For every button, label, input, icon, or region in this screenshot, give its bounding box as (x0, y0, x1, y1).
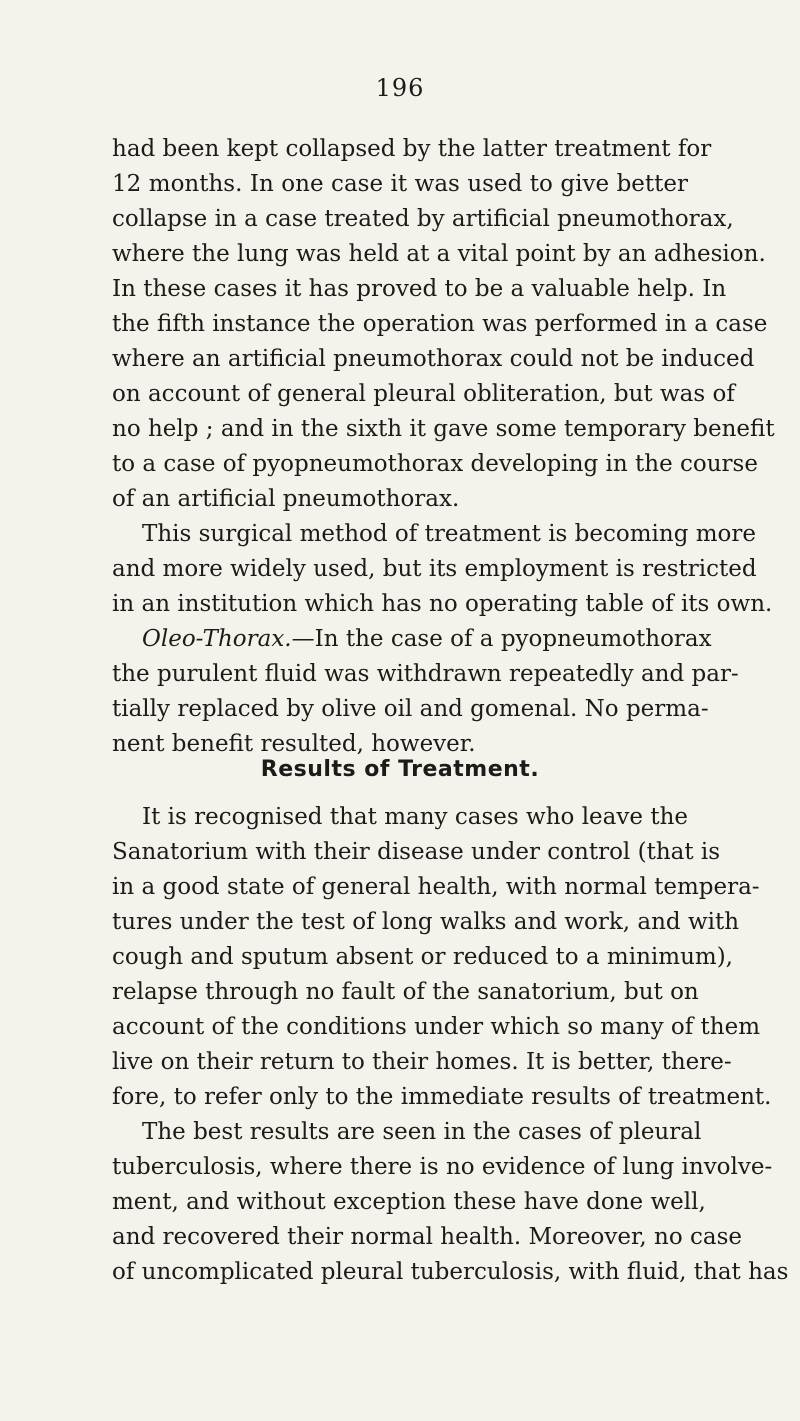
section-heading: Results of Treatment. (260, 757, 540, 782)
paragraph-2 (112, 517, 773, 622)
text-line (112, 622, 712, 657)
text-line: in a good state of general health, with normal tempera- (112, 874, 760, 900)
text-line: cough and sputum absent or reduced to a minimum), (112, 944, 733, 970)
text-line: where an artificial pneumothorax could not be induced (112, 346, 755, 372)
paragraph-oleo-thorax (112, 622, 739, 762)
text-line: ment, and without exception these have done well, (112, 1189, 706, 1215)
text-line: collapse in a case treated by artificial pneumothorax, (112, 206, 734, 232)
text-line: to a case of pyopneumothorax developing in the course (112, 451, 758, 477)
text-line: the purulent fluid was withdrawn repeatedly and par- (112, 661, 739, 687)
text-line: Sanatorium with their disease under control (that is (112, 839, 721, 865)
text-line: This surgical method of treatment is becoming more (142, 521, 757, 547)
paragraph-1 (112, 132, 775, 517)
text-line: on account of general pleural obliteration, but was of (112, 381, 735, 407)
text-line: the fifth instance the operation was performed in a case (112, 311, 768, 337)
text-line: In these cases it has proved to be a valuable help. In (112, 276, 727, 302)
text-line: had been kept collapsed by the latter treatment for (112, 136, 712, 162)
text-run: —In the case of a pyopneumothorax (291, 626, 712, 652)
paragraph-best-results (112, 1115, 789, 1290)
text-line: and recovered their normal health. Moreover, no case (112, 1224, 743, 1250)
text-line: account of the conditions under which so many of them (112, 1014, 761, 1040)
text-line: It is recognised that many cases who leave the (142, 804, 688, 830)
text-line: nent benefit resulted, however. (112, 731, 476, 757)
text-line: in an institution which has no operating table of its own. (112, 591, 773, 617)
page-number: 196 (375, 74, 425, 102)
text-line: where the lung was held at a vital point by an adhesion. (112, 241, 766, 267)
text-line: tially replaced by olive oil and gomenal. No perma- (112, 696, 709, 722)
run-in-heading: Oleo-Thorax. (142, 626, 292, 652)
text-line: relapse through no fault of the sanatorium, but on (112, 979, 699, 1005)
text-line: tuberculosis, where there is no evidence of lung involve- (112, 1154, 773, 1180)
text-line: fore, to refer only to the immediate results of treatment. (112, 1084, 772, 1110)
text-line: live on their return to their homes. It is better, there- (112, 1049, 732, 1075)
paragraph-results (112, 800, 772, 1115)
text-line: of uncomplicated pleural tuberculosis, with fluid, that has (112, 1259, 789, 1285)
text-line: 12 months. In one case it was used to give better (112, 171, 688, 197)
text-line: tures under the test of long walks and work, and with (112, 909, 740, 935)
text-line: no help ; and in the sixth it gave some temporary benefit (112, 416, 775, 442)
text-line: and more widely used, but its employment is restricted (112, 556, 757, 582)
text-line: of an artificial pneumothorax. (112, 486, 460, 512)
text-line: The best results are seen in the cases of pleural (142, 1119, 702, 1145)
